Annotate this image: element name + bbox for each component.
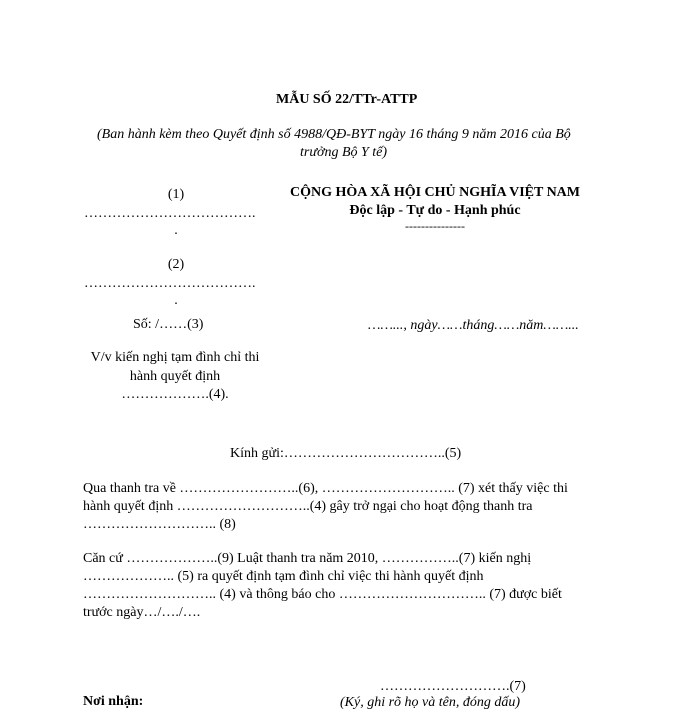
paragraph-2-line-1: Căn cứ ………………..(9) Luật thanh tra năm 2010, ……………..(7) kiến nghị	[83, 551, 532, 566]
form-number: MẪU SỐ 22/TTr-ATTP	[276, 92, 418, 107]
signer-note: (Ký, ghi rõ họ và tên, đóng dấu)	[340, 695, 521, 710]
motto-underline: ---------------	[405, 219, 465, 233]
agency-superior-dot: .	[174, 223, 178, 238]
agency-issuing-dots: ……………………………….	[84, 276, 256, 291]
issuance-note-line2: trưởng Bộ Y tế)	[300, 145, 388, 160]
issuance-note-line1: (Ban hành kèm theo Quyết định số 4988/QĐ-BYT ngày 16 tháng 9 năm 2016 của Bộ	[97, 127, 571, 142]
subject-line-2: hành quyết định	[129, 369, 221, 384]
nation-title: CỘNG HÒA XÃ HỘI CHỦ NGHĨA VIỆT NAM	[289, 185, 580, 200]
paragraph-1-line-2: hành quyết định ………………………..(4) gây trở ngại cho hoạt động thanh tra	[83, 499, 533, 514]
document-number: Số: /……(3)	[133, 317, 204, 332]
date-line: ……..., ngày……tháng……năm……...	[368, 318, 579, 333]
agency-superior-dots: ……………………………….	[84, 206, 256, 221]
signer-name-placeholder: ……………………….(7)	[380, 679, 526, 694]
agency-issuing: (2)	[167, 257, 185, 272]
subject-line-1: V/v kiến nghị tạm đình chỉ thi	[90, 350, 260, 365]
recipient-line: Kính gửi:……………………………..(5)	[230, 446, 462, 461]
subject-line-3: ……………….(4).	[121, 387, 229, 402]
paragraph-2-line-3: ……………………….. (4) và thông báo cho ………………………….. (7) được biết	[83, 587, 562, 602]
paragraph-2-line-2: ……………….. (5) ra quyết định tạm đình chỉ việc thi hành quyết định	[83, 569, 484, 584]
agency-superior: (1)	[167, 187, 185, 202]
agency-issuing-dot: .	[174, 293, 178, 308]
paragraph-1-line-1: Qua thanh tra về ……………………..(6), ……………………….. (7) xét thấy việc thi	[83, 481, 568, 496]
national-motto: Độc lập - Tự do - Hạnh phúc	[349, 203, 521, 218]
paragraph-1-line-3: ……………………….. (8)	[83, 517, 236, 532]
recipients-label: Nơi nhận:	[83, 694, 144, 709]
paragraph-2-line-4: trước ngày…/…./….	[83, 605, 201, 620]
